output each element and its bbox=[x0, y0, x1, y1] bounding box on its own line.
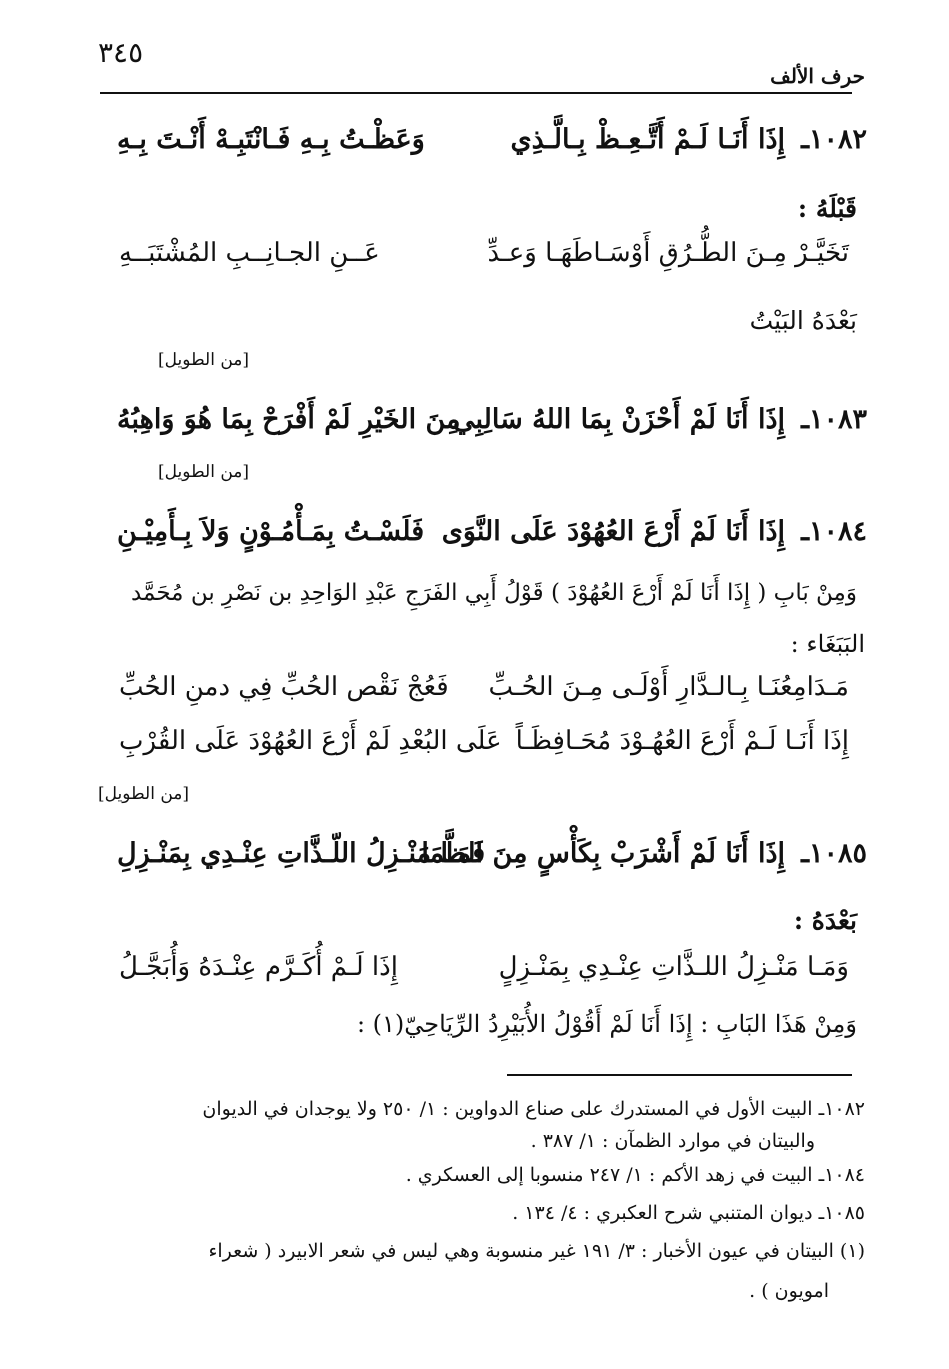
hemistich-first: وَمَـا مَنْـزِلُ اللـذَّاتِ عِنْـدِي بِمَنْـزِلٍ bbox=[498, 952, 849, 982]
verse-after-1085 bbox=[119, 952, 849, 998]
hemistich-second: عَــنِ الجـانِــبِ المُشْتَبَــهِ bbox=[119, 238, 380, 268]
hemistich-first: مَـدَامِعُنَـا بِـالـدَّارِ أَوْلَـى مِـنَ الحُـبِّ bbox=[488, 672, 849, 702]
footnote-rule bbox=[507, 1074, 852, 1076]
hemistich-first: إِذَا أَنَـا لَـمْ أَرْعَ العُهُـوْدَ مُحَـافِظَـاً bbox=[515, 726, 849, 756]
verse-1084 bbox=[117, 516, 867, 562]
footnote-1085: ١٠٨٥ـ ديوان المتنبي شرح العكبري : ٤/ ١٣٤ . bbox=[512, 1202, 865, 1224]
verse-1085 bbox=[117, 838, 867, 884]
verse-quote-1 bbox=[119, 672, 849, 718]
prose-line: وَمِنْ بَابِ ( إِذَا أَنَا لَمْ أَرْعَ العُهُوْدَ ) قَوْلُ أَبِي الفَرَجِ عَبْدِ الوَاحِدِ بن نَصْرِ بن مُحَمَّد bbox=[130, 580, 857, 606]
footnote-1082-continuation: والبيتان في موارد الظمآن : ١/ ٣٨٧ . bbox=[530, 1130, 815, 1152]
hemistich-second: إِذَا لَـمْ أُكَـرَّم عِنْـدَهُ وَأُبَجَّـلُ bbox=[119, 952, 398, 982]
hemistich-second: فَعُجْ نَقْص الحُبِّ فِي دمنِ الحُبِّ bbox=[119, 672, 449, 702]
verse-1083 bbox=[117, 404, 867, 450]
verse-1082 bbox=[117, 124, 867, 170]
after-label: بَعْدَهُ : bbox=[793, 906, 857, 935]
verse-number: ١٠٨٥ـ bbox=[801, 838, 867, 869]
page-number: ٣٤٥ bbox=[98, 36, 144, 69]
verse-number: ١٠٨٣ـ bbox=[801, 404, 867, 435]
meter-label: [من الطويل] bbox=[158, 462, 249, 482]
hemistich-second: مِنَ الخَيْرِ لَمْ أَفْرَحْ بِمَا هُوَ وَاهِبُهُ bbox=[117, 404, 461, 435]
footnote-1: (١) البيتان في عيون الأخبار : ٣/ ١٩١ غير منسوبة وهي ليس في شعر الابيرد ( شعراء bbox=[208, 1240, 865, 1262]
verse-quote-2 bbox=[119, 726, 849, 772]
hemistich-first: إِذَا أَنَـا لَـمْ أَتَّـعِـظْ بِـالَّـذِي bbox=[510, 124, 785, 155]
hemistich-first: إِذَا أَنَا لَمْ أَرْعَ العُهُوْدَ عَلَى النَّوَى bbox=[441, 516, 785, 547]
verse-before-1082 bbox=[119, 238, 849, 284]
verse-number: ١٠٨٤ـ bbox=[801, 516, 867, 547]
footnote-1082: ١٠٨٢ـ البيت الأول في المستدرك على صناع الدواوين : ١/ ٢٥٠ ولا يوجدان في الديوان bbox=[202, 1098, 865, 1120]
footnote-1084: ١٠٨٤ـ البيت في زهد الأكم : ١/ ٢٤٧ منسوبا إلى العسكري . bbox=[405, 1164, 865, 1186]
before-label: قَبْلَهُ : bbox=[797, 194, 857, 223]
prose-line: وَمِنْ هَذَا البَابِ : إِذَا أَنَا لَمْ أَقُوْلُ الأُبَيْرِدُ الرِّيَاحِيّ(١) : bbox=[356, 1010, 857, 1038]
after-label: بَعْدَهُ البَيْتُ bbox=[749, 306, 857, 335]
footnote-1-continuation: امويون ) . bbox=[749, 1280, 829, 1302]
hemistich-second: فَلَسْـتُ بِمَـأْمُـوْنٍ وَلاَ بِـأَمِيْـنِ bbox=[117, 516, 425, 547]
running-title: حرف الألف bbox=[770, 64, 865, 88]
meter-label: [من الطويل] bbox=[98, 784, 189, 804]
meter-label: [من الطويل] bbox=[158, 350, 249, 370]
hemistich-second: عَلَى البُعْدِ لَمْ أَرْعَ العُهُوْدَ عَلَى القُرْبِ bbox=[119, 726, 502, 756]
hemistich-first: إِذَا أَنَا لَمْ أَشْرَبْ بِكَأْسٍ مِنَ الظَّمَا bbox=[421, 838, 785, 869]
verse-number: ١٠٨٢ـ bbox=[801, 124, 867, 155]
hemistich-second: فَمَـا مَنْـزِلُ اللّـذَّاتِ عِنْـدِي بِمَنْـزِلِ bbox=[117, 838, 486, 869]
header-rule bbox=[100, 92, 852, 94]
hemistich-first: تَخَيَّـرْ مِـنَ الطُّـرُقِ أَوْسَـاطَهَـا وَعـدِّ bbox=[487, 238, 849, 268]
hemistich-second: وَعَظْـتُ بِـهِ فَـانْتَبِـهْ أَنْـتَ بِـهِ bbox=[117, 124, 425, 155]
hemistich-first: إِذَا أَنَا لَمْ أَحْزَنْ بِمَا اللهُ سَالِبِي bbox=[452, 404, 785, 435]
prose-line: البَبَغَاء : bbox=[790, 630, 865, 658]
